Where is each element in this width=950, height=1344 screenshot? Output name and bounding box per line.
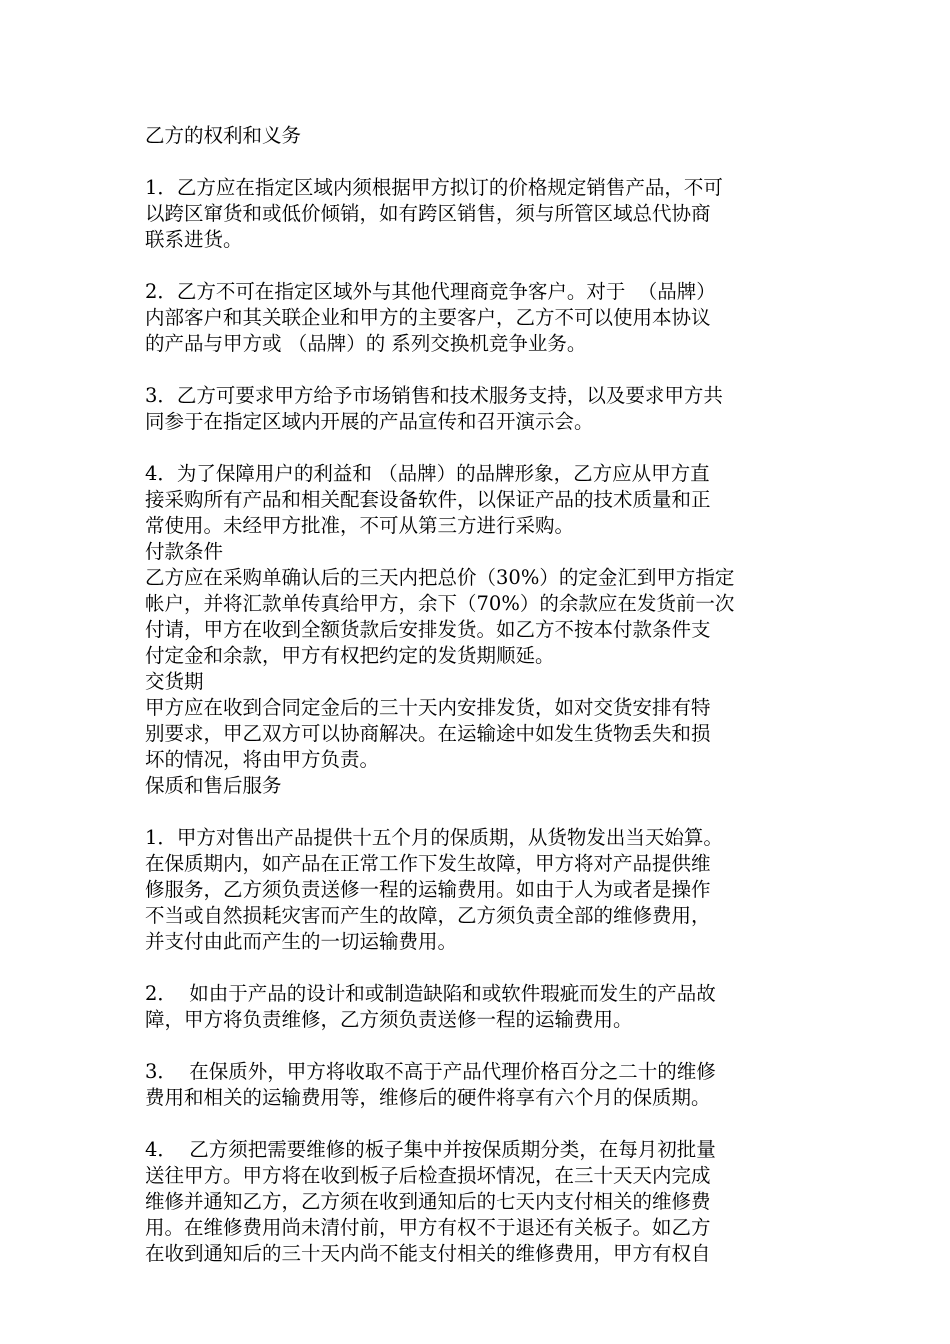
section-heading-payment: 付款条件 (145, 540, 224, 563)
rights-clause-4 (145, 461, 825, 539)
delivery-terms (145, 695, 825, 773)
text-line: 常使用。未经甲方批准，不可从第三方进行采购。 (145, 514, 575, 537)
text-line: 同参于在指定区域内开展的产品宣传和召开演示会。 (145, 410, 594, 433)
text-line: 4． 乙方须把需要维修的板子集中并按保质期分类，在每月初批量 (145, 1138, 716, 1161)
paragraph-gap (145, 253, 825, 279)
text-line: 帐户，并将汇款单传真给甲方，余下（70%）的余款应在发货前一次 (145, 592, 735, 615)
paragraph-gap (145, 1111, 825, 1137)
text-line: 修服务，乙方须负责送修一程的运输费用。如由于人为或者是操作 (145, 878, 711, 901)
paragraph-gap (145, 435, 825, 461)
text-line: 3．乙方可要求甲方给予市场销售和技术服务支持，以及要求甲方共 (145, 384, 723, 407)
text-line: 的产品与甲方或 （品牌）的 系列交换机竞争业务。 (145, 332, 587, 355)
text-line: 2． 如由于产品的设计和或制造缺陷和或软件瑕疵而发生的产品故 (145, 982, 716, 1005)
section-heading-warranty: 保质和售后服务 (145, 774, 282, 797)
document-page (145, 123, 825, 1267)
rights-clause-1 (145, 175, 825, 253)
text-line: 接采购所有产品和相关配套设备软件，以保证产品的技术质量和正 (145, 488, 711, 511)
text-line: 内部客户和其关联企业和甲方的主要客户，乙方不可以使用本协议 (145, 306, 711, 329)
paragraph-gap (145, 955, 825, 981)
text-line: 维修并通知乙方，乙方须在收到通知后的七天内支付相关的维修费 (145, 1190, 711, 1213)
text-line: 在保质期内，如产品在正常工作下发生故障，甲方将对产品提供维 (145, 852, 711, 875)
text-line: 付请，甲方在收到全额货款后安排发货。如乙方不按本付款条件支 (145, 618, 711, 641)
warranty-clause-4 (145, 1137, 825, 1267)
text-line: 付定金和余款，甲方有权把约定的发货期顺延。 (145, 644, 555, 667)
rights-clause-3 (145, 383, 825, 435)
paragraph-gap (145, 799, 825, 825)
paragraph-gap (145, 149, 825, 175)
text-line: 以跨区窜货和或低价倾销，如有跨区销售，须与所管区域总代协商 (145, 202, 711, 225)
text-line: 送往甲方。甲方将在收到板子后检查损坏情况，在三十天天内完成 (145, 1164, 711, 1187)
rights-clause-2 (145, 279, 825, 357)
warranty-clause-3 (145, 1059, 825, 1111)
text-line: 不当或自然损耗灾害而产生的故障，乙方须负责全部的维修费用， (145, 904, 711, 927)
text-line: 联系进货。 (145, 228, 243, 251)
text-line: 费用和相关的运输费用等，维修后的硬件将享有六个月的保质期。 (145, 1086, 711, 1109)
text-line: 1．乙方应在指定区域内须根据甲方拟订的价格规定销售产品，不可 (145, 176, 723, 199)
warranty-clause-2 (145, 981, 825, 1033)
text-line: 甲方应在收到合同定金后的三十天内安排发货，如对交货安排有特 (145, 696, 711, 719)
text-line: 4．为了保障用户的利益和 （品牌）的品牌形象，乙方应从甲方直 (145, 462, 710, 485)
text-line: 2．乙方不可在指定区域外与其他代理商竞争客户。对于 （品牌） (145, 280, 716, 303)
text-line: 在收到通知后的三十天内尚不能支付相关的维修费用，甲方有权自 (145, 1242, 711, 1265)
text-line: 1．甲方对售出产品提供十五个月的保质期，从货物发出当天始算。 (145, 826, 723, 849)
warranty-clause-1 (145, 825, 825, 955)
paragraph-gap (145, 1033, 825, 1059)
section-heading-rights: 乙方的权利和义务 (145, 124, 302, 147)
text-line: 坏的情况，将由甲方负责。 (145, 748, 380, 771)
paragraph-gap (145, 357, 825, 383)
text-line: 别要求，甲乙双方可以协商解决。在运输途中如发生货物丢失和损 (145, 722, 711, 745)
text-line: 并支付由此而产生的一切运输费用。 (145, 930, 458, 953)
text-line: 乙方应在采购单确认后的三天内把总价（30%）的定金汇到甲方指定 (145, 566, 735, 589)
text-line: 障，甲方将负责维修，乙方须负责送修一程的运输费用。 (145, 1008, 633, 1031)
text-line: 3． 在保质外，甲方将收取不高于产品代理价格百分之二十的维修 (145, 1060, 716, 1083)
payment-terms (145, 565, 825, 669)
text-line: 用。在维修费用尚未清付前，甲方有权不于退还有关板子。如乙方 (145, 1216, 711, 1239)
section-heading-delivery: 交货期 (145, 670, 204, 693)
